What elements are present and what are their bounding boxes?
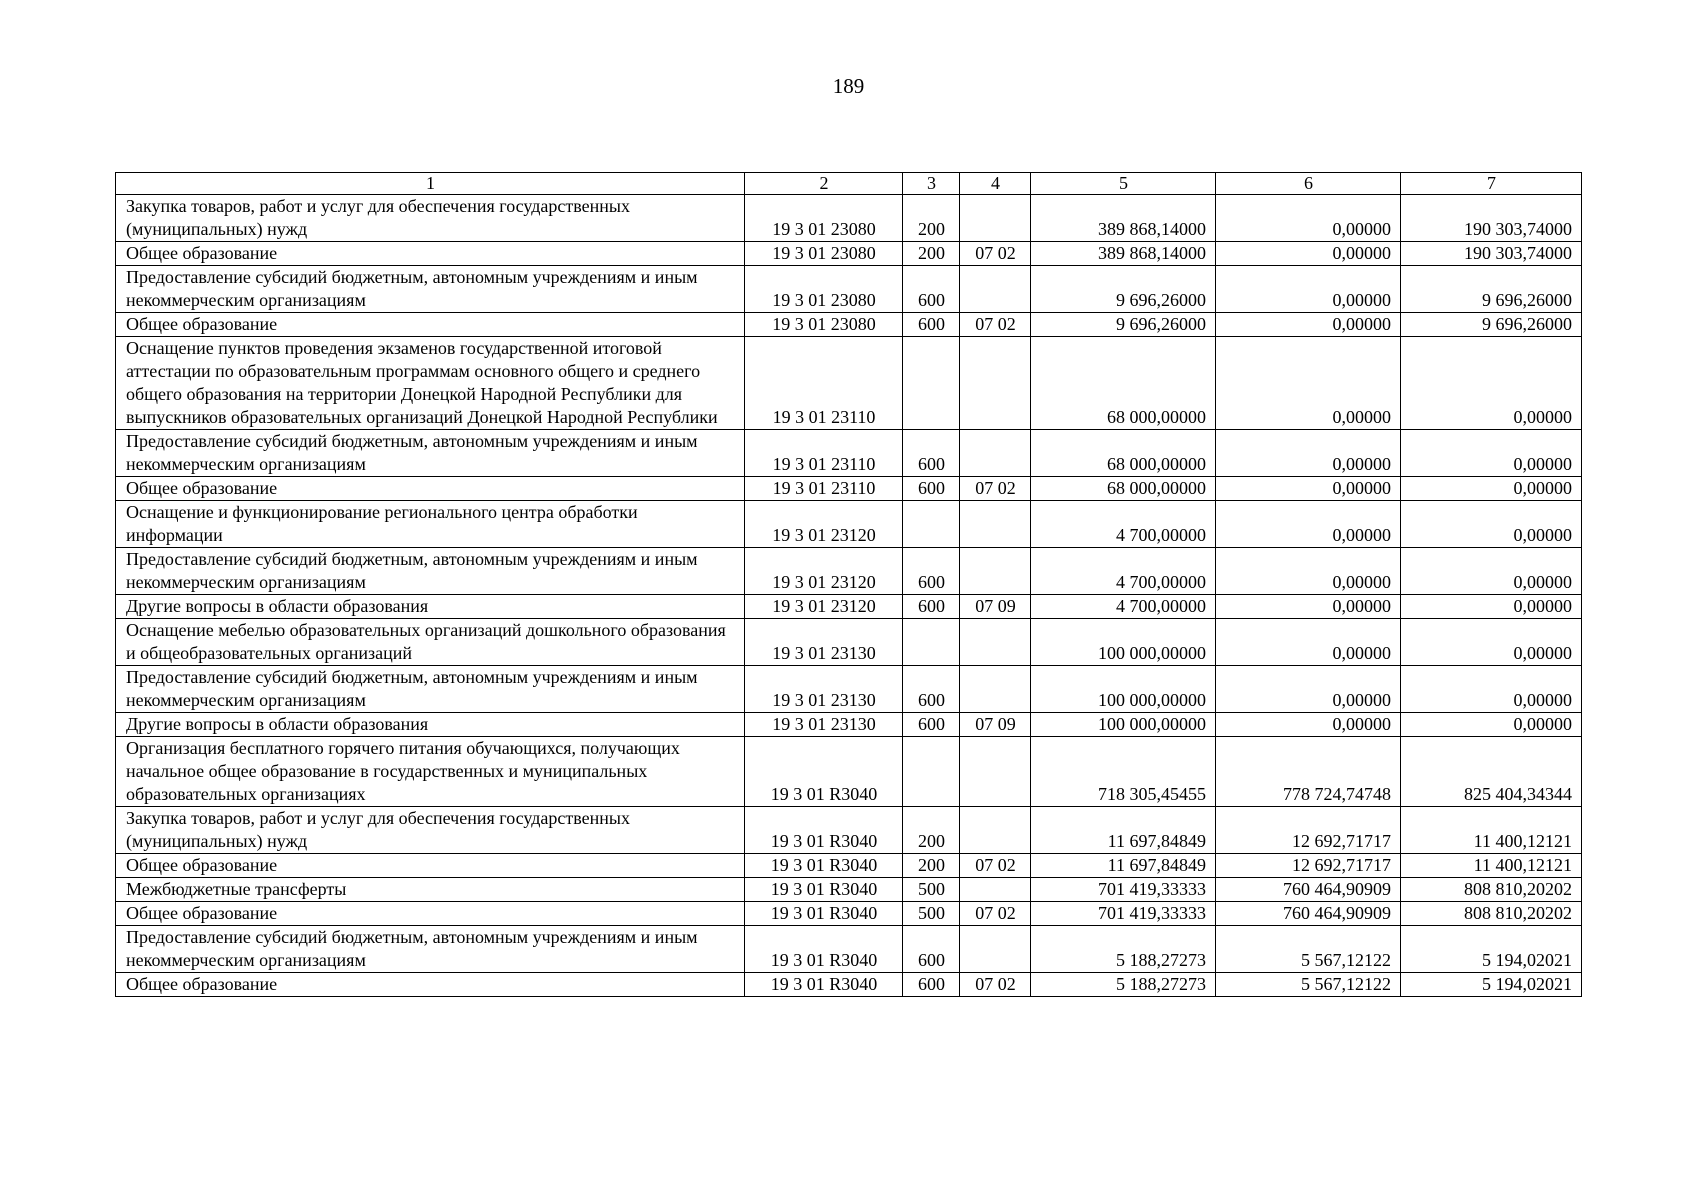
row-section-cell [960, 807, 1031, 854]
row-section-cell: 07 02 [960, 902, 1031, 926]
row-value-col6-cell: 0,00000 [1216, 477, 1401, 501]
table-row [116, 501, 1582, 548]
column-header-7: 7 [1401, 173, 1582, 195]
row-name-cell: Общее образование [116, 973, 745, 997]
row-name-cell: Закупка товаров, работ и услуг для обеспечения государственных (муниципальных) нужд [116, 807, 745, 854]
row-code-cell: 19 3 01 23110 [745, 477, 903, 501]
table-row [116, 619, 1582, 666]
row-expense-type-cell [903, 501, 960, 548]
row-expense-type-cell: 200 [903, 195, 960, 242]
row-value-col7-cell: 11 400,12121 [1401, 807, 1582, 854]
row-value-col6-cell: 778 724,74748 [1216, 737, 1401, 807]
row-expense-type-cell: 500 [903, 902, 960, 926]
row-value-col7-cell: 9 696,26000 [1401, 266, 1582, 313]
row-section-cell: 07 02 [960, 973, 1031, 997]
row-code-cell: 19 3 01 R3040 [745, 807, 903, 854]
row-value-col7-cell: 0,00000 [1401, 713, 1582, 737]
table-row [116, 973, 1582, 997]
row-section-cell [960, 548, 1031, 595]
row-value-col6-cell: 0,00000 [1216, 666, 1401, 713]
page-number: 189 [832, 74, 865, 98]
row-value-col5-cell: 11 697,84849 [1031, 854, 1216, 878]
table-row [116, 195, 1582, 242]
row-value-col5-cell: 9 696,26000 [1031, 313, 1216, 337]
row-value-col6-cell: 760 464,90909 [1216, 902, 1401, 926]
table-row [116, 854, 1582, 878]
row-expense-type-cell: 600 [903, 548, 960, 595]
column-header-2: 2 [745, 173, 903, 195]
row-name-cell: Предоставление субсидий бюджетным, автономным учреждениям и иным некоммерческим организациям [116, 548, 745, 595]
row-value-col6-cell: 0,00000 [1216, 430, 1401, 477]
row-value-col5-cell: 100 000,00000 [1031, 713, 1216, 737]
row-expense-type-cell: 600 [903, 313, 960, 337]
row-value-col7-cell: 11 400,12121 [1401, 854, 1582, 878]
table-row [116, 902, 1582, 926]
row-expense-type-cell: 200 [903, 807, 960, 854]
row-expense-type-cell: 600 [903, 973, 960, 997]
table-row [116, 242, 1582, 266]
row-code-cell: 19 3 01 23130 [745, 619, 903, 666]
table-row [116, 878, 1582, 902]
row-value-col7-cell: 0,00000 [1401, 548, 1582, 595]
table-row [116, 430, 1582, 477]
row-value-col7-cell: 0,00000 [1401, 619, 1582, 666]
row-section-cell [960, 266, 1031, 313]
row-name-cell: Общее образование [116, 902, 745, 926]
row-expense-type-cell: 200 [903, 242, 960, 266]
table-row [116, 313, 1582, 337]
row-expense-type-cell: 600 [903, 713, 960, 737]
row-name-cell: Оснащение пунктов проведения экзаменов государственной итоговой аттестации по образовательным программам основного общего и среднего общего образования на территории Донецкой Народной Республики для выпускников образовательных организаций Донецкой Народной Республики [116, 337, 745, 430]
row-section-cell: 07 02 [960, 242, 1031, 266]
column-header-1: 1 [116, 173, 745, 195]
row-code-cell: 19 3 01 R3040 [745, 878, 903, 902]
row-section-cell [960, 737, 1031, 807]
column-header-3: 3 [903, 173, 960, 195]
row-value-col5-cell: 389 868,14000 [1031, 195, 1216, 242]
row-value-col5-cell: 68 000,00000 [1031, 477, 1216, 501]
row-name-cell: Предоставление субсидий бюджетным, автономным учреждениям и иным некоммерческим организациям [116, 430, 745, 477]
row-value-col6-cell: 0,00000 [1216, 713, 1401, 737]
row-section-cell: 07 02 [960, 854, 1031, 878]
row-value-col5-cell: 9 696,26000 [1031, 266, 1216, 313]
row-code-cell: 19 3 01 23110 [745, 430, 903, 477]
row-code-cell: 19 3 01 R3040 [745, 902, 903, 926]
row-value-col7-cell: 808 810,20202 [1401, 902, 1582, 926]
row-section-cell [960, 878, 1031, 902]
table-row [116, 807, 1582, 854]
row-name-cell: Общее образование [116, 242, 745, 266]
row-value-col5-cell: 100 000,00000 [1031, 666, 1216, 713]
row-value-col6-cell: 0,00000 [1216, 313, 1401, 337]
table-row [116, 266, 1582, 313]
row-value-col5-cell: 701 419,33333 [1031, 878, 1216, 902]
row-section-cell [960, 337, 1031, 430]
row-value-col6-cell: 760 464,90909 [1216, 878, 1401, 902]
row-value-col6-cell: 5 567,12122 [1216, 926, 1401, 973]
row-value-col7-cell: 0,00000 [1401, 337, 1582, 430]
row-value-col7-cell: 190 303,74000 [1401, 195, 1582, 242]
row-value-col5-cell: 701 419,33333 [1031, 902, 1216, 926]
row-value-col5-cell: 5 188,27273 [1031, 926, 1216, 973]
row-name-cell: Оснащение и функционирование регионального центра обработки информации [116, 501, 745, 548]
row-expense-type-cell: 500 [903, 878, 960, 902]
row-expense-type-cell: 600 [903, 666, 960, 713]
budget-table [115, 172, 1582, 997]
row-value-col6-cell: 12 692,71717 [1216, 854, 1401, 878]
row-value-col7-cell: 9 696,26000 [1401, 313, 1582, 337]
row-value-col6-cell: 0,00000 [1216, 548, 1401, 595]
row-value-col6-cell: 5 567,12122 [1216, 973, 1401, 997]
row-value-col7-cell: 190 303,74000 [1401, 242, 1582, 266]
row-name-cell: Предоставление субсидий бюджетным, автономным учреждениям и иным некоммерческим организациям [116, 666, 745, 713]
row-section-cell [960, 619, 1031, 666]
row-name-cell: Оснащение мебелью образовательных организаций дошкольного образования и общеобразовательных организаций [116, 619, 745, 666]
table-row [116, 666, 1582, 713]
row-code-cell: 19 3 01 23080 [745, 195, 903, 242]
row-value-col6-cell: 12 692,71717 [1216, 807, 1401, 854]
row-section-cell [960, 666, 1031, 713]
row-code-cell: 19 3 01 23110 [745, 337, 903, 430]
row-value-col7-cell: 825 404,34344 [1401, 737, 1582, 807]
row-value-col7-cell: 0,00000 [1401, 501, 1582, 548]
row-expense-type-cell: 600 [903, 477, 960, 501]
table-row [116, 477, 1582, 501]
row-name-cell: Общее образование [116, 854, 745, 878]
row-code-cell: 19 3 01 23120 [745, 548, 903, 595]
row-section-cell [960, 195, 1031, 242]
table-row [116, 337, 1582, 430]
row-code-cell: 19 3 01 23120 [745, 595, 903, 619]
row-value-col5-cell: 11 697,84849 [1031, 807, 1216, 854]
row-code-cell: 19 3 01 23080 [745, 242, 903, 266]
row-name-cell: Предоставление субсидий бюджетным, автономным учреждениям и иным некоммерческим организациям [116, 266, 745, 313]
row-code-cell: 19 3 01 R3040 [745, 737, 903, 807]
row-value-col5-cell: 4 700,00000 [1031, 548, 1216, 595]
row-name-cell: Предоставление субсидий бюджетным, автономным учреждениям и иным некоммерческим организациям [116, 926, 745, 973]
row-value-col6-cell: 0,00000 [1216, 501, 1401, 548]
row-code-cell: 19 3 01 23080 [745, 266, 903, 313]
table-body [116, 195, 1582, 997]
table-row [116, 737, 1582, 807]
table-row [116, 548, 1582, 595]
row-name-cell: Межбюджетные трансферты [116, 878, 745, 902]
header-row [116, 173, 1582, 195]
row-expense-type-cell: 600 [903, 430, 960, 477]
row-section-cell [960, 430, 1031, 477]
table-row [116, 713, 1582, 737]
row-section-cell: 07 02 [960, 313, 1031, 337]
row-code-cell: 19 3 01 R3040 [745, 926, 903, 973]
row-code-cell: 19 3 01 R3040 [745, 973, 903, 997]
row-name-cell: Другие вопросы в области образования [116, 713, 745, 737]
row-value-col5-cell: 4 700,00000 [1031, 595, 1216, 619]
row-value-col5-cell: 68 000,00000 [1031, 430, 1216, 477]
row-name-cell: Закупка товаров, работ и услуг для обеспечения государственных (муниципальных) нужд [116, 195, 745, 242]
column-header-4: 4 [960, 173, 1031, 195]
row-name-cell: Организация бесплатного горячего питания обучающихся, получающих начальное общее образование в государственных и муниципальных образовательных организациях [116, 737, 745, 807]
row-expense-type-cell: 600 [903, 595, 960, 619]
row-value-col5-cell: 68 000,00000 [1031, 337, 1216, 430]
row-value-col7-cell: 808 810,20202 [1401, 878, 1582, 902]
row-value-col7-cell: 0,00000 [1401, 666, 1582, 713]
row-value-col5-cell: 5 188,27273 [1031, 973, 1216, 997]
row-value-col5-cell: 718 305,45455 [1031, 737, 1216, 807]
row-value-col6-cell: 0,00000 [1216, 266, 1401, 313]
row-expense-type-cell: 600 [903, 926, 960, 973]
row-value-col6-cell: 0,00000 [1216, 242, 1401, 266]
row-value-col7-cell: 5 194,02021 [1401, 973, 1582, 997]
row-code-cell: 19 3 01 23130 [745, 713, 903, 737]
row-value-col5-cell: 4 700,00000 [1031, 501, 1216, 548]
table-row [116, 926, 1582, 973]
column-header-5: 5 [1031, 173, 1216, 195]
row-code-cell: 19 3 01 23130 [745, 666, 903, 713]
row-code-cell: 19 3 01 23120 [745, 501, 903, 548]
row-name-cell: Другие вопросы в области образования [116, 595, 745, 619]
row-expense-type-cell [903, 619, 960, 666]
column-header-6: 6 [1216, 173, 1401, 195]
row-section-cell: 07 02 [960, 477, 1031, 501]
row-expense-type-cell [903, 337, 960, 430]
row-value-col6-cell: 0,00000 [1216, 619, 1401, 666]
row-section-cell: 07 09 [960, 713, 1031, 737]
table-row [116, 595, 1582, 619]
row-section-cell: 07 09 [960, 595, 1031, 619]
row-section-cell [960, 501, 1031, 548]
row-value-col7-cell: 5 194,02021 [1401, 926, 1582, 973]
row-name-cell: Общее образование [116, 477, 745, 501]
row-value-col5-cell: 100 000,00000 [1031, 619, 1216, 666]
row-code-cell: 19 3 01 R3040 [745, 854, 903, 878]
row-code-cell: 19 3 01 23080 [745, 313, 903, 337]
row-value-col7-cell: 0,00000 [1401, 595, 1582, 619]
row-expense-type-cell: 200 [903, 854, 960, 878]
row-value-col6-cell: 0,00000 [1216, 195, 1401, 242]
row-expense-type-cell [903, 737, 960, 807]
row-value-col6-cell: 0,00000 [1216, 337, 1401, 430]
row-section-cell [960, 926, 1031, 973]
row-value-col6-cell: 0,00000 [1216, 595, 1401, 619]
row-value-col5-cell: 389 868,14000 [1031, 242, 1216, 266]
row-value-col7-cell: 0,00000 [1401, 430, 1582, 477]
row-value-col7-cell: 0,00000 [1401, 477, 1582, 501]
row-expense-type-cell: 600 [903, 266, 960, 313]
row-name-cell: Общее образование [116, 313, 745, 337]
